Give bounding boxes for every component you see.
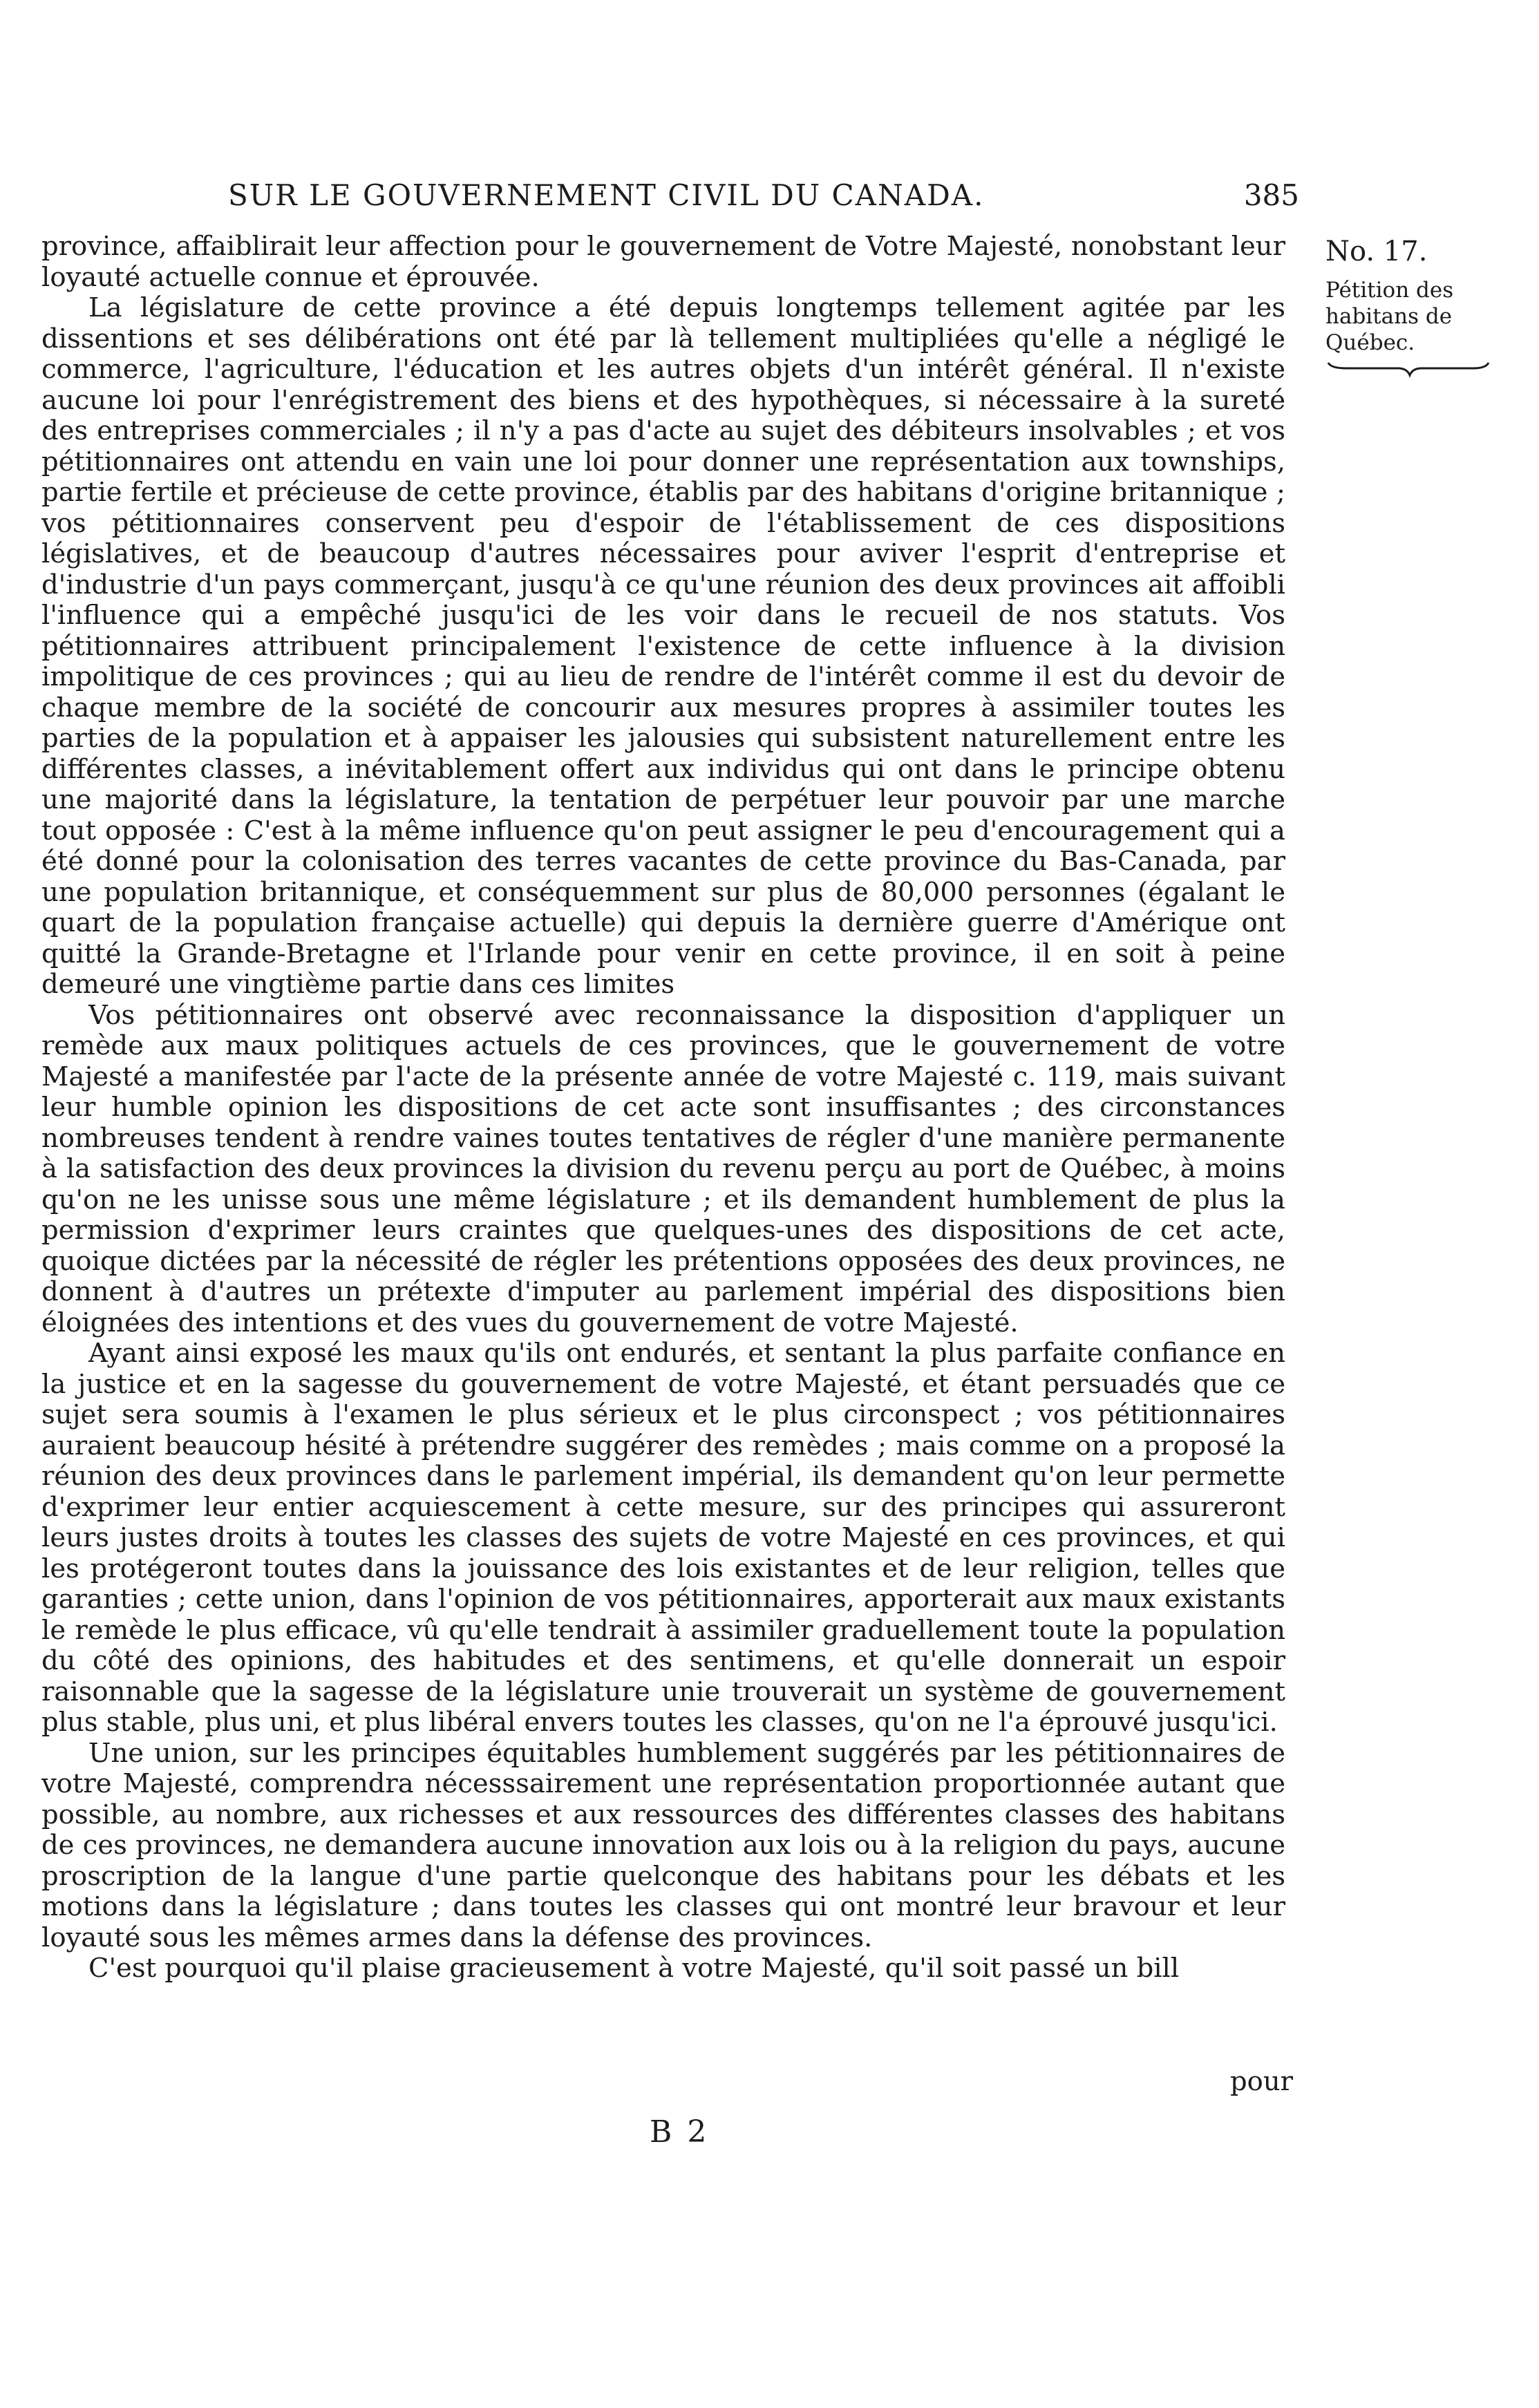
paragraph: C'est pourquoi qu'il plaise gracieusement à votre Majesté, qu'il soit passé un bill: [88, 1953, 1180, 1984]
paragraph: Ayant ainsi exposé les maux qu'ils ont endurés, et sentant la plus parfaite confiance en la justice et en la sagesse du gouvernement de votre Majesté, et étant persuadés que ce sujet sera soumis à l'examen le plus sérieux et le plus circonspect ; vos pétitionnaires auraient beaucoup hésité à prétendre suggérer des remèdes ; mais comme on a proposé la réunion des deux provinces dans le parlement impérial, ils demandent qu'on leur permette d'exprimer leur entier acquiescement à cette mesure, sur des principes qui assureront leurs justes droits à toutes les classes des sujets de votre Majesté en ces provinces, et qui les protégeront toutes dans la jouissance des lois existantes et de leur religion, telles que garanties ; cette union, dans l'opinion de vos pétitionnaires, apporterait aux maux existants le remède le plus efficace, vû qu'elle tendrait à assimiler graduellement toute la population du côté des opinions, des habitudes et des sentimens, et qu'elle donnerait un espoir raisonnable que la sagesse de la législature unie trouverait un système de gouvernement plus stable, plus uni, et plus libéral envers toutes les classes, qu'on ne l'a éprouvé jusqu'ici.: [41, 1338, 1285, 1738]
paragraph: Vos pétitionnaires ont observé avec reconnaissance la disposition d'appliquer un remède aux maux politiques actuels de ces provinces, que le gouvernement de votre Majesté a manifestée par l'acte de la présente année de votre Majesté c. 119, mais suivant leur humble opinion les dispositions de cet acte sont insuffisantes ; des circonstances nombreuses tendent à rendre vaines toutes tentatives de régler d'une manière permanente à la satisfaction des deux provinces la division du revenu perçu au port de Québec, à moins qu'on ne les unisse sous une même législature ; et ils demandent humblement de plus la permission d'exprimer leurs craintes que quelques-unes des dispositions de cet acte, quoique dictées par la nécessité de régler les prétentions opposées des deux provinces, ne donnent à d'autres un prétexte d'imputer au parlement impérial des dispositions bien éloignées des intentions et des vues du gouvernement de votre Majesté.: [41, 999, 1285, 1338]
running-head: SUR LE GOUVERNEMENT CIVIL DU CANADA.: [228, 178, 985, 212]
brace-icon: [1325, 359, 1491, 379]
paragraph: La législature de cette province a été depuis longtemps tellement agitée par les dissentions et ses délibérations ont été par là tellement multipliées qu'elle a négligé le commerce, l'agriculture, l'éducation et les autres objets d'un intérêt général. Il n'existe aucune loi pour l'enrégistrement des biens et des hypothèques, si nécessaire à la sureté des entreprises commerciales ; il n'y a pas d'acte au sujet des débiteurs insolvables ; et vos pétitionnaires ont attendu en vain une loi pour donner une représentation aux townships, partie fertile et précieuse de cette province, établis par des habitans d'origine britannique ; vos pétitionnaires conservent peu d'espoir de l'établissement de ces dispositions législatives, et de beaucoup d'autres nécessaires pour aviver l'esprit d'entreprise et d'industrie d'un pays commerçant, jusqu'à ce qu'une réunion des deux provinces ait affoibli l'influence qui a empêché jusqu'ici de les voir dans le recueil de nos statuts. Vos pétitionnaires attribuent principalement l'existence de cette influence à la division impolitique de ces provinces ; qui au lieu de rendre de l'intérêt comme il est du devoir de chaque membre de la société de concourir aux mesures propres à assimiler toutes les parties de la population et à appaiser les jalousies qui subsistent naturellement entre les différentes classes, a inévitablement offert aux individus qui ont dans le principe obtenu une majorité dans la législature, la tentation de perpétuer leur pouvoir par une marche tout opposée : C'est à la même influence qu'on peut assigner le peu d'encouragement qui a été donné pour la colonisation des terres vacantes de cette province du Bas-Canada, par une population britannique, et conséquemment sur plus de 80,000 personnes (égalant le quart de la population française actuelle) qui depuis la dernière guerre d'Amérique ont quitté la Grande-Bretagne et l'Irlande pour venir en cette province, il en soit à peine demeuré une vingtième partie dans ces limites: [41, 292, 1285, 1000]
catchword: pour: [1230, 2066, 1294, 2097]
petition-body: [41, 231, 1285, 1984]
page-header: [41, 178, 1313, 220]
margin-note-text: Pétition des habitans de Québec.: [1325, 278, 1454, 355]
paragraph: Une union, sur les principes équitables humblement suggérés par les pétitionnaires de votre Majesté, comprendra nécesssairement une représentation proportionnée autant que possible, au nombre, aux richesses et aux ressources des différentes classes des habitans de ces provinces, ne demandera aucune innovation aux lois ou à la religion du pays, aucune proscription de la langue d'une partie quelconque des habitans pour les débats et les motions dans la législature ; dans toutes les classes qui ont montré leur bravour et leur loyauté sous les mêmes armes dans la défense des provinces.: [41, 1737, 1285, 1953]
signature-mark: B 2: [650, 2114, 710, 2150]
margin-note: [1325, 238, 1512, 379]
paragraph: province, affaiblirait leur affection pour le gouvernement de Votre Majesté, nonobstant leur loyauté actuelle connue et éprouvée.: [41, 231, 1285, 293]
page-number: 385: [1243, 178, 1299, 212]
document-number: No. 17.: [1325, 236, 1428, 267]
